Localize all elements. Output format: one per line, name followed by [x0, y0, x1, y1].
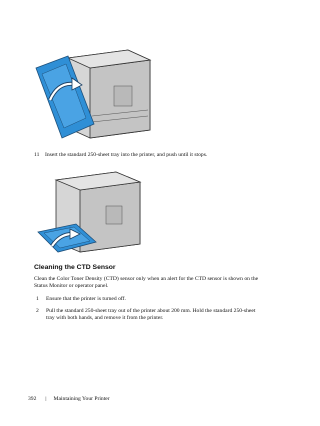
step-text: Ensure that the printer is turned off.	[46, 296, 126, 302]
printer-tray-illustration	[36, 166, 158, 256]
page-number: 392	[28, 396, 37, 402]
footer-separator: |	[45, 396, 47, 402]
section-heading: Cleaning the CTD Sensor	[34, 264, 116, 271]
chapter-title: Maintaining Your Printer	[53, 396, 110, 402]
step-number: 1	[36, 296, 39, 302]
step-text: Pull the standard 250-sheet tray out of the printer about 200 mm. Hold the standard 250-sheet tray with both hands, and remove it from the printer.	[46, 308, 256, 322]
page-footer	[28, 396, 110, 402]
step-number: 11	[34, 152, 40, 158]
step-number: 2	[36, 308, 39, 314]
printer-cover-illustration	[28, 38, 158, 140]
section-intro: Clean the Color Toner Density (CTD) sensor only when an alert for the CTD sensor is shown on the Status Monitor or operator panel.	[34, 276, 259, 290]
step-text: Insert the standard 250-sheet tray into the printer, and push until it stops.	[45, 152, 208, 158]
